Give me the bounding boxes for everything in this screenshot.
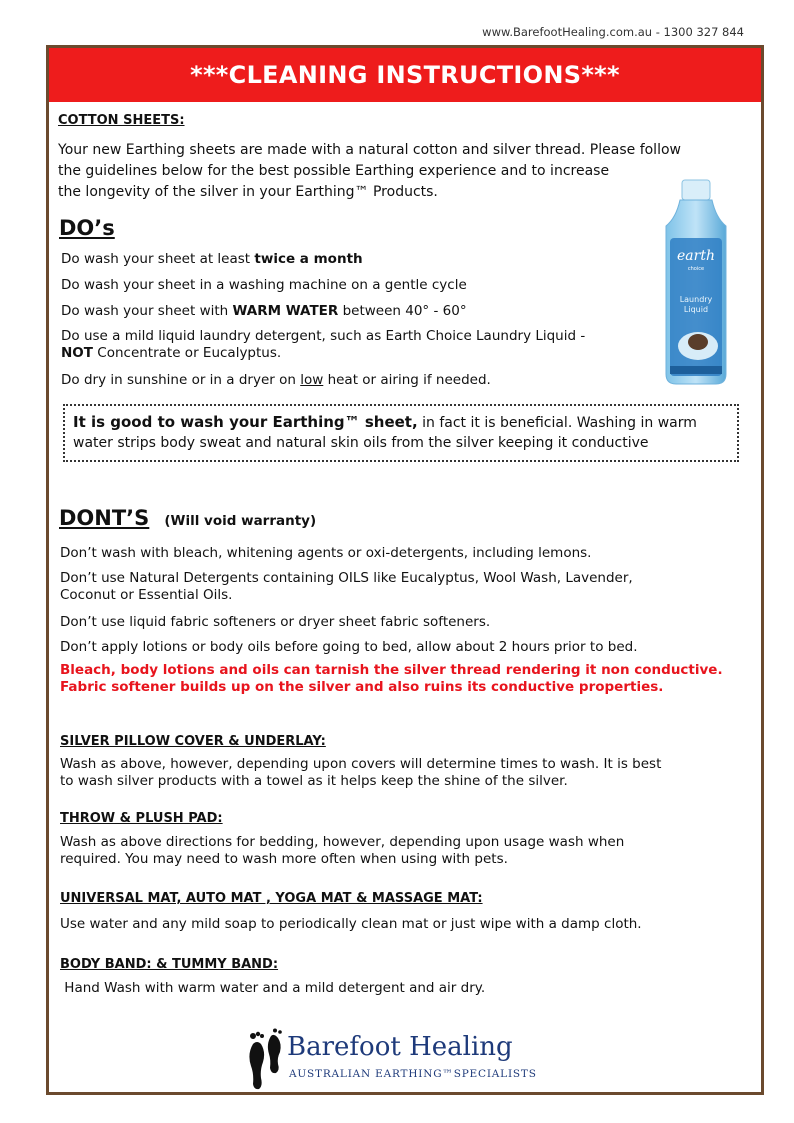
- callout-lead: It is good to wash your Earthing™ sheet,: [73, 413, 418, 431]
- throw-heading: THROW & PLUSH PAD:: [60, 811, 223, 826]
- bottle-brand-sub-text: choice: [687, 266, 705, 272]
- dos-item-4-emphasis: NOT: [61, 345, 93, 361]
- bottle-product-line-1: Laundry: [679, 295, 713, 304]
- pillow-heading: SILVER PILLOW COVER & UNDERLAY:: [60, 734, 326, 749]
- dos-item-4-line-2: Concentrate or Eucalyptus.: [92, 345, 282, 361]
- cotton-sheets-heading: COTTON SHEETS:: [58, 113, 185, 128]
- pillow-text-line-1: Wash as above, however, depending upon covers will determine times to wash. It is best: [60, 756, 662, 772]
- donts-item-2: [60, 570, 750, 604]
- logo-tagline: AUSTRALIAN EARTHING™SPECIALISTS: [289, 1068, 537, 1080]
- pillow-text: [60, 756, 750, 790]
- dos-item-1-text: Do wash your sheet at least: [61, 251, 255, 267]
- donts-warning: [60, 662, 760, 696]
- dos-item-5-tail: heat or airing if needed.: [323, 372, 491, 388]
- dos-item-5-text: Do dry in sunshine or in a dryer on: [61, 372, 301, 388]
- pillow-text-line-2: to wash silver products with a towel as it helps keep the shine of the silver.: [60, 773, 568, 789]
- cotton-intro: [58, 140, 748, 203]
- logo-name: Barefoot Healing: [287, 1032, 513, 1062]
- dos-item-5: [61, 372, 651, 389]
- dos-item-3: [61, 303, 651, 320]
- donts-item-4: Don’t apply lotions or body oils before going to bed, allow about 2 hours prior to bed.: [60, 639, 638, 655]
- dos-item-4-line-1: Do use a mild liquid laundry detergent, such as Earth Choice Laundry Liquid -: [61, 328, 586, 344]
- cotton-intro-line-1: Your new Earthing sheets are made with a natural cotton and silver thread. Please follow: [58, 142, 681, 158]
- dos-item-4: [61, 328, 651, 362]
- bottle-product-line-2: Liquid: [683, 305, 709, 314]
- mat-text: Use water and any mild soap to periodically clean mat or just wipe with a damp cloth.: [60, 916, 642, 932]
- band-text: Hand Wash with warm water and a mild detergent and air dry.: [60, 980, 486, 996]
- page-title: ***CLEANING INSTRUCTIONS***: [190, 61, 620, 89]
- throw-text-line-1: Wash as above directions for bedding, however, depending upon usage wash when: [60, 834, 625, 850]
- donts-warning-line-2: Fabric softener builds up on the silver and also ruins its conductive properties.: [60, 679, 664, 695]
- donts-warranty-note: (Will void warranty): [164, 513, 317, 529]
- throw-text-line-2: required. You may need to wash more often when using with pets.: [60, 851, 508, 867]
- donts-item-2-line-1: Don’t use Natural Detergents containing OILS like Eucalyptus, Wool Wash, Lavender,: [60, 570, 633, 586]
- contact-line: www.BarefootHealing.com.au - 1300 327 844: [482, 25, 744, 39]
- band-heading: BODY BAND: & TUMMY BAND:: [60, 957, 279, 972]
- dos-item-3-text: Do wash your sheet with: [61, 303, 233, 319]
- donts-item-3: Don’t use liquid fabric softeners or dryer sheet fabric softeners.: [60, 614, 491, 630]
- mat-heading: UNIVERSAL MAT, AUTO MAT , YOGA MAT & MASSAGE MAT:: [60, 891, 483, 906]
- bottle-brand-text: earth: [677, 248, 715, 264]
- donts-heading-row: [59, 506, 316, 530]
- dos-item-1: [61, 251, 651, 268]
- donts-item-2-line-2: Coconut or Essential Oils.: [60, 587, 233, 603]
- page-frame: [46, 45, 764, 1095]
- wash-benefit-callout: [63, 404, 739, 462]
- callout-text-2: water strips body sweat and natural skin oils from the silver keeping it conductive: [73, 435, 649, 451]
- throw-text: [60, 834, 750, 868]
- laundry-liquid-bottle-image: [654, 178, 738, 386]
- title-bar: [49, 48, 761, 102]
- dos-item-5-underline: low: [300, 372, 324, 388]
- footprints-icon: [245, 1028, 285, 1092]
- dos-item-3-range: between 40° - 60°: [338, 303, 467, 319]
- dos-heading: DO’s: [59, 216, 115, 240]
- cotton-intro-line-3: the longevity of the silver in your Earthing™ Products.: [58, 184, 438, 200]
- dos-item-3-emphasis: WARM WATER: [232, 303, 339, 319]
- donts-item-1: Don’t wash with bleach, whitening agents or oxi-detergents, including lemons.: [60, 545, 592, 561]
- cotton-intro-line-2: the guidelines below for the best possible Earthing experience and to increase: [58, 163, 610, 179]
- dos-item-1-emphasis: twice a month: [254, 251, 363, 267]
- donts-warning-line-1: Bleach, body lotions and oils can tarnish the silver thread rendering it non conductive.: [60, 662, 723, 678]
- dos-item-2: Do wash your sheet in a washing machine on a gentle cycle: [61, 277, 467, 293]
- barefoot-healing-logo: [245, 1028, 545, 1092]
- donts-heading: DONT’S: [59, 506, 150, 530]
- callout-text-1: in fact it is beneficial. Washing in warm: [417, 415, 697, 431]
